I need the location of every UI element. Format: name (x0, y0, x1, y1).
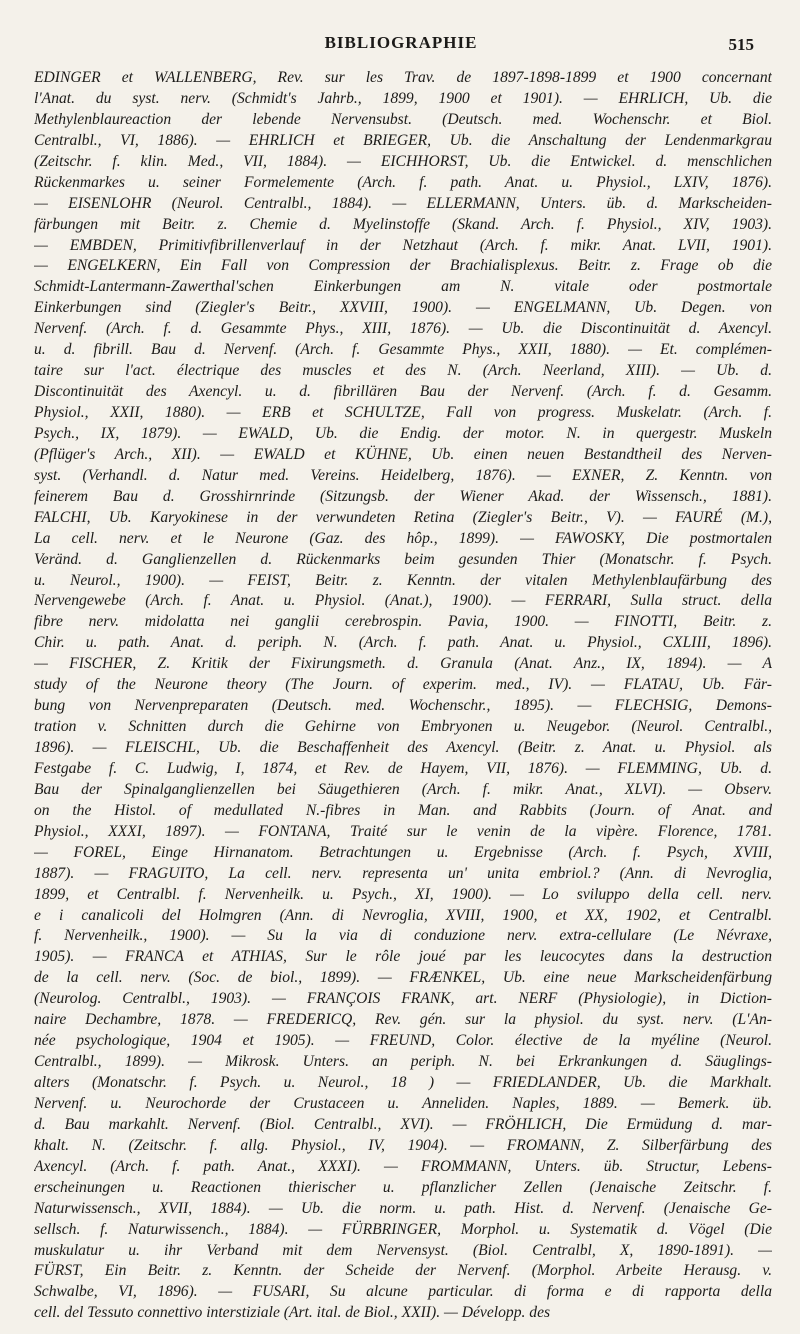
text-line: naire Dechambre, 1878. — FREDERICQ, Rev. gén. sur la physiol. du syst. nerv. (L'An- (34, 1011, 772, 1029)
text-line: muskulatur u. ihr Verband mit dem Nervensyst. (Biol. Centralbl, X, 1890-1891). — (34, 1241, 772, 1259)
text-line: Veränd. d. Ganglienzellen d. Rückenmarks beim gesunden Thier (Monatschr. f. Psych. (34, 550, 772, 568)
text-line: FÜRST, Ein Beitr. z. Kenntn. der Scheide der Nervenf. (Morphol. Arbeite Herausg. v. (34, 1262, 772, 1280)
text-line: Schwalbe, VI, 1896). — FUSARI, Su alcune particular. di forma e di rapporta della (34, 1283, 772, 1301)
text-line: d. Bau markahlt. Nervenf. (Biol. Centralbl., XVI). — FRÖHLICH, Die Ermüdung d. mar- (34, 1115, 772, 1133)
text-line: e i canalicoli del Holmgren (Ann. di Nevroglia, XVIII, 1900, et XX, 1902, et Centralbl. (34, 906, 772, 924)
text-line: feinerem Bau d. Grosshirnrinde (Sitzungsb. der Wiener Akad. der Wissensch., 1881). (34, 487, 772, 505)
text-line: bung von Nervenpreparaten (Deutsch. med. Wochenschr., 1895). — FLECHSIG, Demons- (34, 697, 772, 715)
text-line: alters (Monatschr. f. Psych. u. Neurol., 18 ) — FRIEDLANDER, Ub. die Markhalt. (34, 1074, 772, 1091)
page-number: 515 (728, 35, 754, 54)
text-line: Naturwissensch., XVII, 1884). — Ub. die norm. u. path. Hist. d. Nervenf. (Jenaische Ge- (34, 1199, 772, 1217)
text-line: Discontinuität des Axencyl. u. d. fibrillären Bau der Nervenf. (Arch. f. d. Gesamm. (34, 383, 772, 401)
bibliography-text (30, 68, 772, 1324)
text-line: syst. (Verhandl. d. Natur med. Vereins. Heidelberg, 1876). — EXNER, Z. Kenntn. von (34, 466, 772, 484)
text-line: cell. del Tessuto connettivo interstiziale (Art. ital. de Biol., XXII). — Développ. des (34, 1304, 551, 1322)
text-line: fibre nerv. midolatta nei ganglii cerebrospin. Pavia, 1900. — FINOTTI, Beitr. z. (34, 613, 772, 631)
text-line: Centralbl., VI, 1886). — EHRLICH et BRIEGER, Ub. die Anschaltung der Lendenmarkgrau (34, 131, 772, 149)
text-line: (Neurolog. Centralbl., 1903). — FRANÇOIS FRANK, art. NERF (Physiologie), in Diction- (34, 990, 772, 1008)
text-line: (Zeitschr. f. klin. Med., VII, 1884). — EICHHORST, Ub. die Entwickel. d. menschlichen (34, 152, 772, 170)
text-line: f. Nervenheilk., 1900). — Su la via di conduzione nerv. extra-cellulare (Le Névraxe, (34, 927, 772, 945)
text-line: erscheinungen u. Reactionen thierischer u. pflanzlicher Zellen (Jenaische Zeitschr. f. (34, 1178, 772, 1196)
text-line: — ENGELKERN, Ein Fall von Compression der Brachialisplexus. Beitr. z. Frage ob die (34, 257, 772, 275)
text-line: Rückenmarkes u. seiner Formelemente (Arch. f. path. Anat. u. Physiol., LXIV, 1876). (34, 173, 772, 191)
text-line: — EMBDEN, Primitivfibrillenverlauf in der Netzhaut (Arch. f. mikr. Anat. LVII, 1901). (34, 236, 772, 254)
text-line: 1899, et Centralbl. f. Nervenheilk. u. Psych., XI, 1900). — Lo sviluppo della cell. nerv. (34, 885, 772, 903)
text-line: u. Neurol., 1900). — FEIST, Beitr. z. Kenntn. der vitalen Methylenblaufärbung des (34, 571, 772, 589)
text-line: on the Histol. of medullated N.-fibres in Man. and Rabbits (Journ. of Anat. and (34, 801, 772, 819)
text-line: — FISCHER, Z. Kritik der Fixirungsmeth. d. Granula (Anat. Anz., IX, 1894). — A (34, 655, 772, 673)
text-line: Centralbl., 1899). — Mikrosk. Unters. an periph. N. bei Erkrankungen d. Säuglings- (34, 1053, 772, 1071)
text-line: Psych., IX, 1879). — EWALD, Ub. die Endig. der motor. N. in quergestr. Muskeln (34, 424, 772, 442)
text-line: Nervenf. (Arch. f. d. Gesammte Phys., XIII, 1876). — Ub. die Discontinuität d. Axencyl. (34, 320, 772, 338)
text-line: de la cell. nerv. (Soc. de biol., 1899). — FRÆNKEL, Ub. eine neue Markscheidenfärbung (34, 969, 772, 987)
running-head: BIBLIOGRAPHIE (324, 33, 478, 52)
text-line: Einkerbungen sind (Ziegler's Beitr., XXVIII, 1900). — ENGELMANN, Ub. Degen. von (34, 299, 772, 317)
text-line: Physiol., XXII, 1880). — ERB et SCHULTZE, Fall von progress. Muskelatr. (Arch. f. (34, 404, 772, 421)
text-line: u. d. fibrill. Bau d. Nervenf. (Arch. f. Gesammte Phys., XXII, 1880). — Et. complémen- (34, 341, 772, 359)
text-line: l'Anat. du syst. nerv. (Schmidt's Jahrb., 1899, 1900 et 1901). — EHRLICH, Ub. die (34, 89, 772, 107)
text-line: — EISENLOHR (Neurol. Centralbl., 1884). — ELLERMANN, Unters. üb. d. Markscheiden- (34, 194, 772, 212)
text-line: La cell. nerv. et le Neurone (Gaz. des hôp., 1899). — FAWOSKY, Die postmortalen (34, 529, 772, 547)
text-line: 1887). — FRAGUITO, La cell. nerv. representa un' unita embriol.? (Ann. di Nevroglia, (34, 864, 772, 882)
text-line: Bau der Spinalganglienzellen bei Säugethieren (Arch. f. mikr. Anat., XLVI). — Observ. (34, 780, 772, 798)
text-line: Nervengewebe (Arch. f. Anat. u. Physiol. (Anat.), 1900). — FERRARI, Sulla struct. della (34, 592, 772, 610)
text-line: Schmidt-Lantermann-Zawerthal'schen Einkerbungen am N. vitale oder postmortale (34, 278, 772, 296)
text-line: FALCHI, Ub. Karyokinese in der verwundeten Retina (Ziegler's Beitr., V). — FAURÉ (M.), (34, 508, 772, 526)
text-line: — FOREL, Einge Hirnanatom. Betrachtungen u. Ergebnisse (Arch. f. Psych, XVIII, (34, 843, 772, 861)
text-line: Methylenblaureaction der lebende Nervensubst. (Deutsch. med. Wochenschr. et Biol. (34, 110, 772, 128)
text-line: Nervenf. u. Neurochorde der Crustaceen u. Anneliden. Naples, 1889. — Bemerk. üb. (34, 1094, 772, 1112)
text-line: (Pflüger's Arch., XII). — EWALD et KÜHNE, Ub. einen neuen Bestandtheil des Nerven- (34, 445, 772, 463)
text-line: tration v. Schnitten durch die Gehirne von Embryonen u. Neugebor. (Neurol. Centralbl., (34, 718, 772, 736)
text-line: Festgabe f. C. Ludwig, I, 1874, et Rev. de Hayem, VII, 1876). — FLEMMING, Ub. d. (34, 759, 772, 777)
text-line: khalt. N. (Zeitschr. f. allg. Physiol., IV, 1904). — FROMANN, Z. Silberfärbung des (34, 1136, 772, 1154)
text-line: 1896). — FLEISCHL, Ub. die Beschaffenheit des Axencyl. (Beitr. z. Anat. u. Physiol. als (34, 739, 772, 756)
text-line: färbungen mit Beitr. z. Chemie d. Myelinstoffe (Skand. Arch. f. Physiol., XIV, 1903). (34, 215, 772, 233)
text-line: Physiol., XXXI, 1897). — FONTANA, Traité sur le venin de la vipère. Florence, 1781. (34, 822, 772, 840)
text-line: study of the Neurone theory (The Journ. of experim. med., IV). — FLATAU, Ub. Fär- (34, 676, 772, 694)
text-line: taire sur l'act. électrique des muscles et des N. (Arch. Neerland, XIII). — Ub. d. (34, 362, 772, 380)
text-line: 1905). — FRANCA et ATHIAS, Sur le rôle joué par les leucocytes dans la destruction (34, 948, 772, 966)
text-line: EDINGER et WALLENBERG, Rev. sur les Trav. de 1897-1898-1899 et 1900 concernant (34, 69, 772, 86)
text-line: Axencyl. (Arch. f. path. Anat., XXXI). — FROMMANN, Unters. üb. Structur, Lebens- (34, 1157, 772, 1175)
text-line: sellsch. f. Naturwissench., 1884). — FÜRBRINGER, Morphol. u. Systematik d. Vögel (Die (34, 1220, 772, 1238)
text-line: née psychologique, 1904 et 1905). — FREUND, Color. élective de la myéline (Neurol. (34, 1032, 772, 1050)
page-header (30, 30, 772, 64)
text-line: Chir. u. path. Anat. d. periph. N. (Arch. f. path. Anat. u. Physiol., CXLIII, 1896). (34, 634, 772, 652)
